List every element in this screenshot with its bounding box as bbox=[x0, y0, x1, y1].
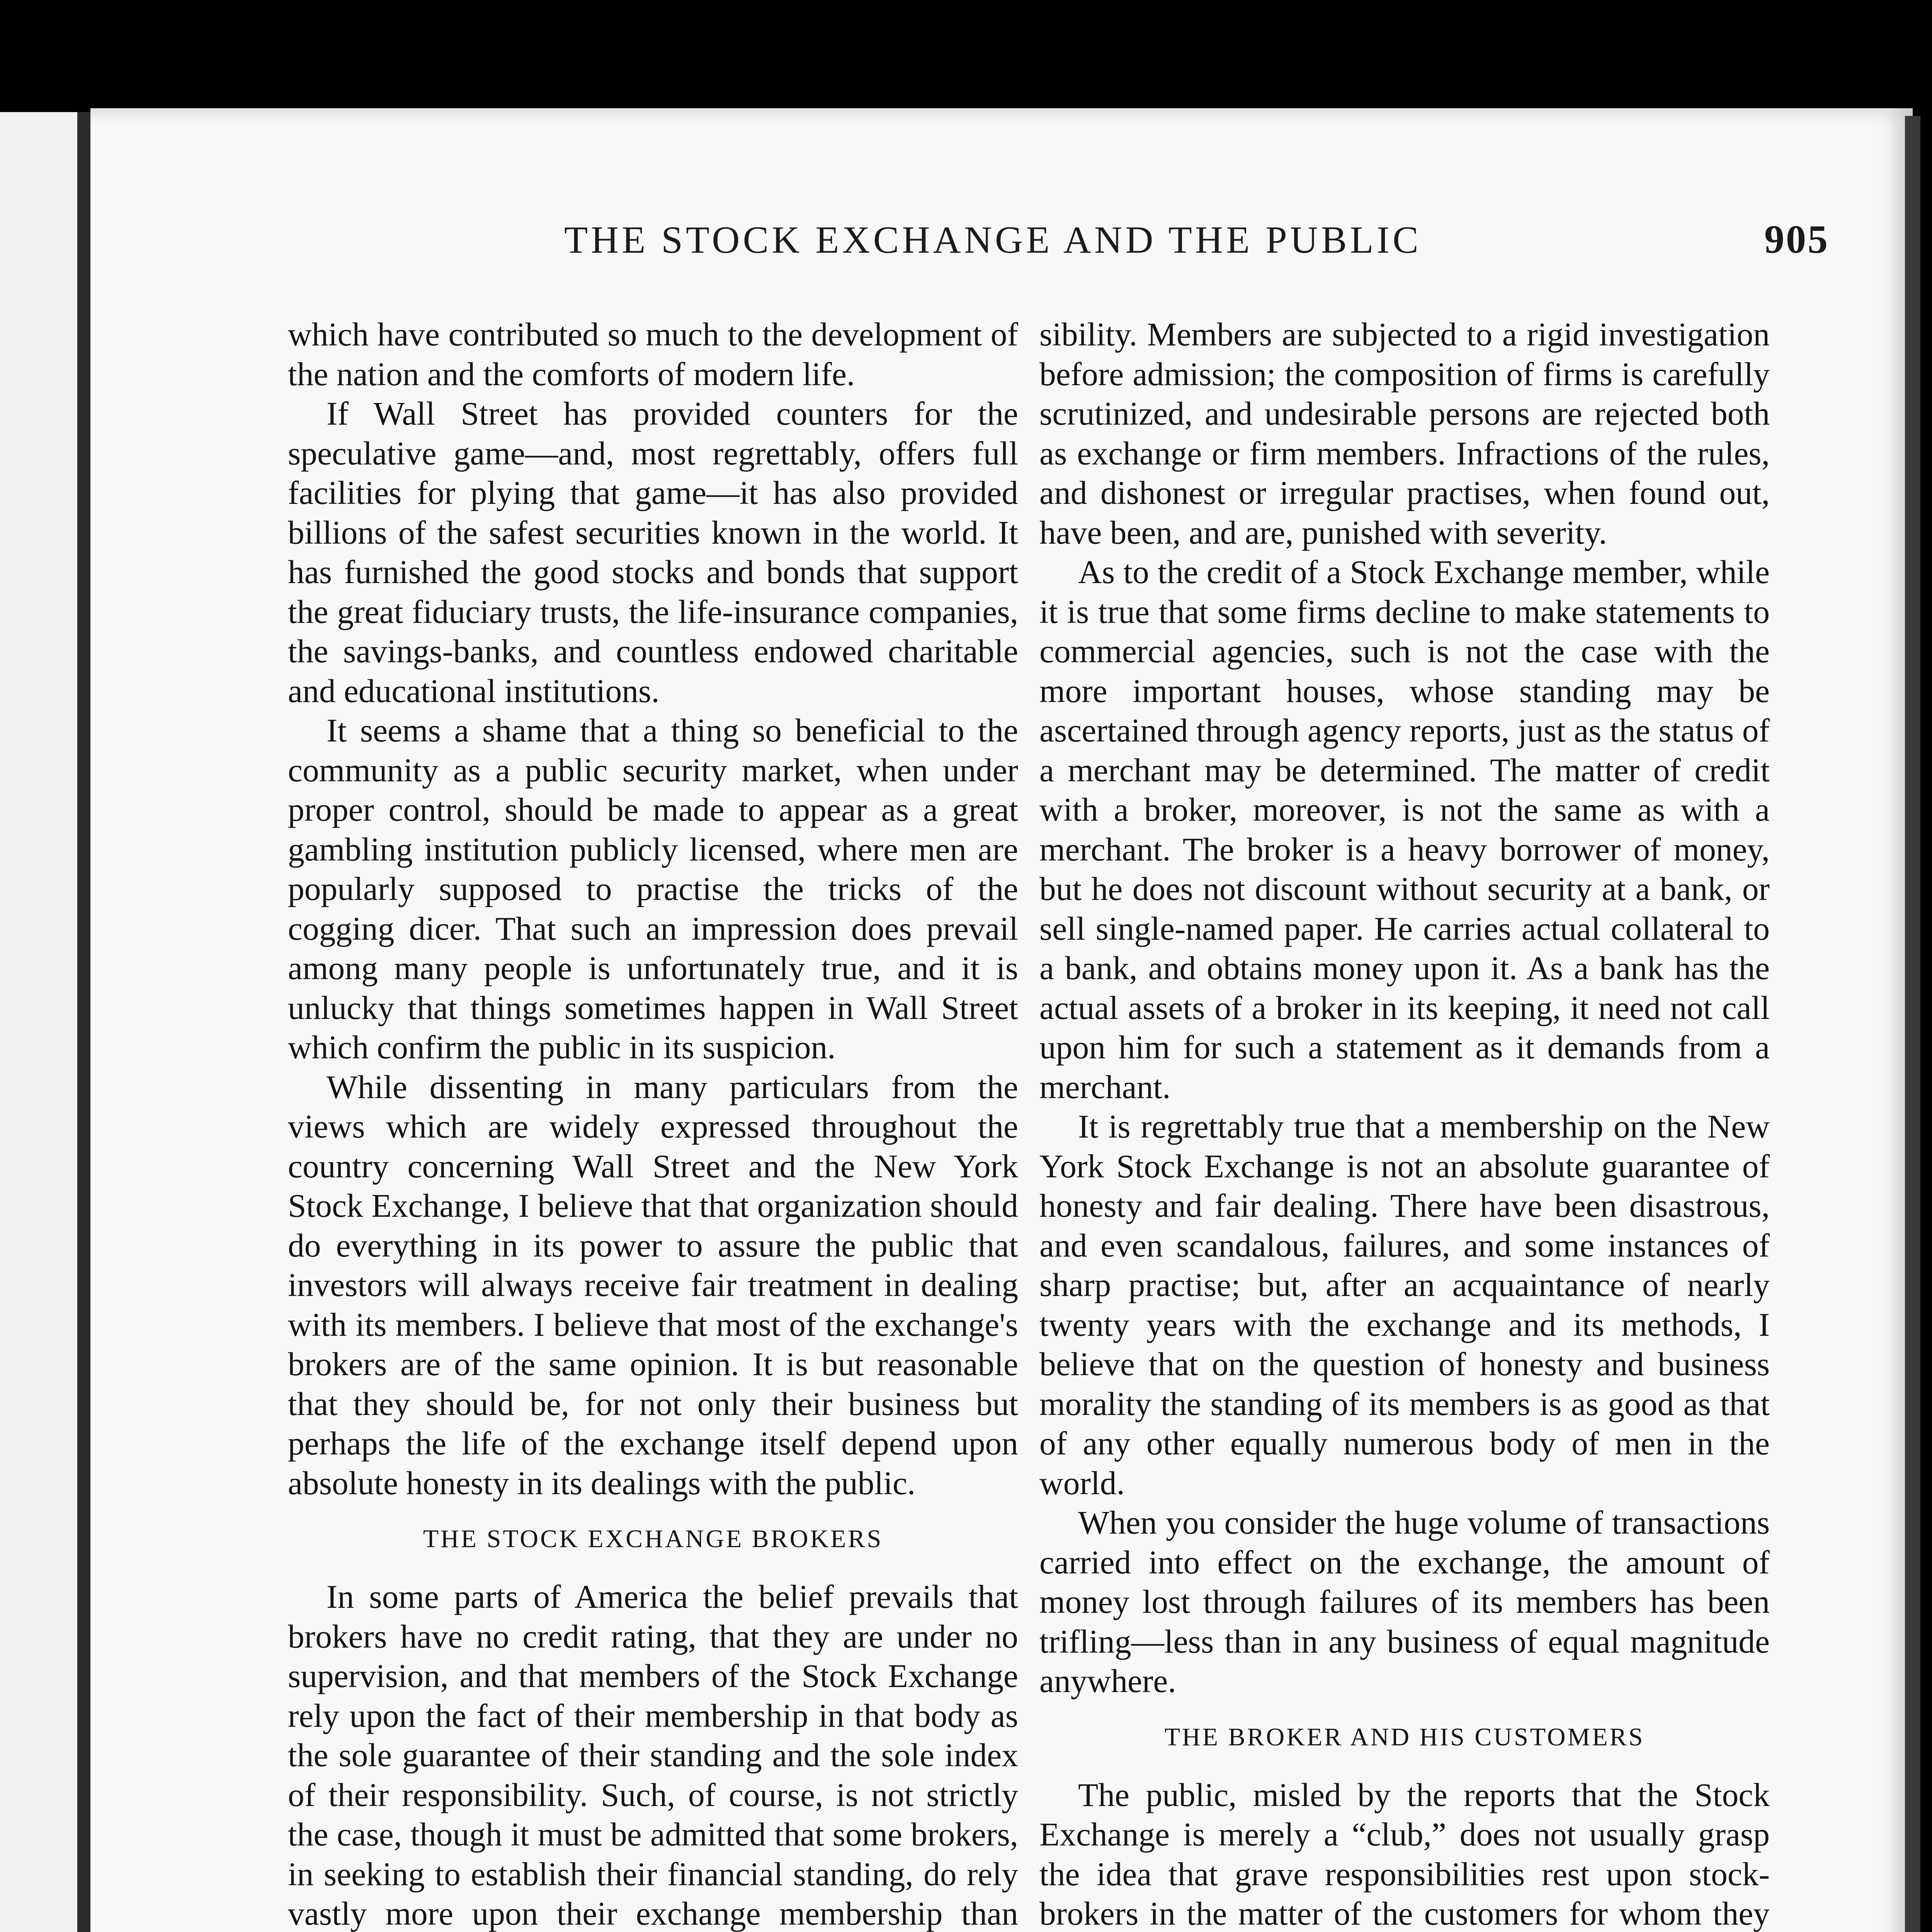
paragraph: When you consider the huge volume of transactions carried into effect on the exchange, the amount of money lost through failures of its members has been trifling—less than in any business of equal magnitude anywhere. bbox=[1039, 1505, 1770, 1699]
paragraph: If Wall Street has provided counters for the speculative game—and, most regrettably, offers full facilities for plying that game—it has also provided billions of the safest securities known in the world. It has furnished the good stocks and bonds that support the great fiduciary trusts, the life-insurance companies, the savings-banks, and countless endowed charitable and educational institutions. bbox=[288, 396, 1018, 709]
paragraph: As to the credit of a Stock Exchange member, while it is true that some firms decline to make statements to commercial agencies, such is not the case with the more important houses, whose standing may be ascertained through agency reports, just as the status of a merchant may be determined. The matter of credit with a broker, moreover, is not the same as with a merchant. The broker is a heavy borrower of money, but he does not discount without security at a bank, or sell single-named paper. He carries actual collateral to a bank, and obtains money upon it. As a bank has the actual assets of a broker in its keeping, it need not call upon him for such a statement as it demands from a merchant. bbox=[1039, 554, 1770, 1105]
paragraph: In some parts of America the belief prevails that brokers have no credit rating, that they are under no supervision, and that members of the Stock Exchange rely upon the fact of their membership in that body as the sole guarantee of their standing and the sole index of their responsibility. Such, of course, is not strictly the case, though it must be admitted that some brokers, in seeking to establish their financial standing, do rely vastly more upon their exchange membership than bbox=[288, 1579, 1018, 1932]
running-title: THE STOCK EXCHANGE AND THE PUBLIC bbox=[564, 218, 1422, 261]
running-header bbox=[564, 216, 1829, 270]
paragraph: sibility. Members are subjected to a rigid investigation before admission; the composition of firms is carefully scrutinized, and undesirable persons are rejected both as exchange or firm members. Infractions of the rules, and dishonest or irregular practises, when found out, have been, and are, punished with severity. bbox=[1039, 316, 1770, 551]
paragraph: It is regrettably true that a membership on the New York Stock Exchange is not an absolute guarantee of honesty and fair dealing. There have been disastrous, and even scandalous, failures, and some instances of sharp practise; but, after an acquaintance of nearly twenty years with the exchange and its methods, I believe that on the question of honesty and business morality the standing of its members is as good as that of any other equally numerous body of men in the world. bbox=[1039, 1109, 1770, 1502]
page-right-edge bbox=[1905, 116, 1920, 1932]
left-column bbox=[288, 315, 1018, 1932]
page-number: 905 bbox=[1764, 217, 1829, 262]
facing-page-edge bbox=[0, 112, 83, 1932]
right-column bbox=[1039, 315, 1770, 1932]
paragraph: It seems a shame that a thing so beneficial to the community as a public security market, when under proper control, should be made to appear as a great gambling institution publicly licensed, where men are popularly supposed to practise the tricks of the cogging dicer. That such an impression does prevail among many people is unfortunately true, and it is unlucky that things sometimes happen in Wall Street which confirm the public in its suspicion. bbox=[288, 713, 1018, 1066]
paragraph: While dissenting in many particulars from the views which are widely expressed throughout the country concerning Wall Street and the New York Stock Exchange, I believe that that organization should do everything in its power to assure the public that investors will always receive fair treatment in dealing with its members. I believe that most of the exchange's brokers are of the same opinion. It is but reasonable that they should be, for not only their business but perhaps the life of the exchange itself depend upon absolute honesty in its dealings with the public. bbox=[288, 1069, 1018, 1502]
paragraph: The public, misled by the reports that the Stock Exchange is merely a “club,” does not usually grasp the idea that grave responsibilities rest upon stock-brokers in the matter of the customers for whom they bbox=[1039, 1777, 1770, 1932]
section-heading: THE STOCK EXCHANGE BROKERS bbox=[423, 1525, 883, 1553]
section-heading: THE BROKER AND HIS CUSTOMERS bbox=[1164, 1723, 1645, 1751]
paragraph: which have contributed so much to the development of the nation and the comforts of modern life. bbox=[288, 316, 1018, 393]
book-gutter bbox=[77, 112, 90, 1932]
